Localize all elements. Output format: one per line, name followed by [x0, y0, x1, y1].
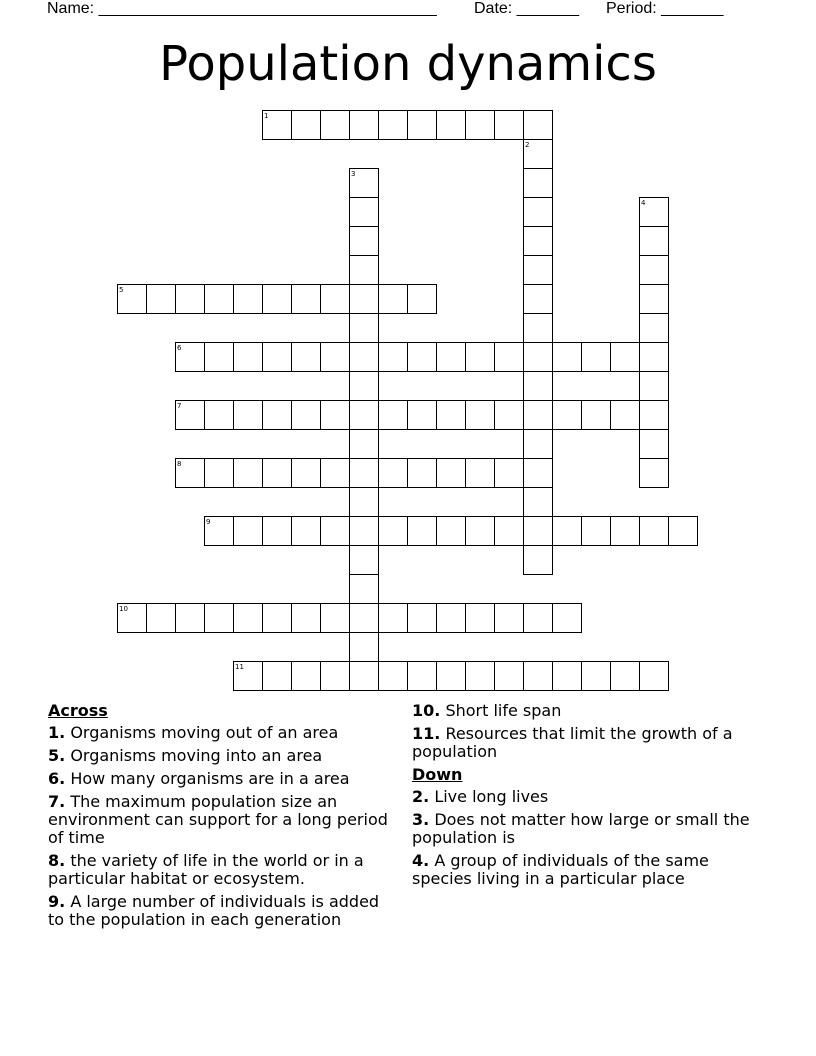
grid-cell[interactable]	[146, 284, 176, 314]
grid-cell[interactable]	[233, 400, 263, 430]
grid-cell[interactable]	[349, 516, 379, 546]
grid-cell[interactable]	[349, 545, 379, 575]
clue-number: 11	[235, 663, 244, 671]
grid-cell[interactable]	[320, 661, 350, 691]
grid-cell[interactable]	[291, 284, 321, 314]
grid-cell[interactable]	[552, 516, 582, 546]
grid-cell[interactable]	[349, 429, 379, 459]
grid-cell[interactable]	[407, 342, 437, 372]
grid-cell[interactable]	[639, 458, 669, 488]
page-title: Population dynamics	[159, 36, 657, 92]
grid-cell[interactable]	[378, 458, 408, 488]
grid-cell[interactable]	[349, 371, 379, 401]
grid-cell[interactable]	[291, 603, 321, 633]
grid-cell[interactable]	[378, 661, 408, 691]
grid-cell[interactable]	[320, 342, 350, 372]
grid-cell[interactable]	[262, 603, 292, 633]
grid-cell[interactable]	[407, 516, 437, 546]
grid-cell[interactable]	[494, 400, 524, 430]
grid-cell[interactable]	[465, 458, 495, 488]
grid-cell[interactable]	[291, 342, 321, 372]
grid-cell[interactable]	[610, 342, 640, 372]
grid-cell[interactable]	[262, 284, 292, 314]
grid-cell[interactable]	[349, 661, 379, 691]
grid-cell[interactable]	[523, 429, 553, 459]
clue-across-7: 7. The maximum population size an environment can support for a long period of time	[48, 792, 388, 847]
grid-cell[interactable]	[175, 603, 205, 633]
grid-cell[interactable]	[320, 110, 350, 140]
grid-cell[interactable]	[639, 313, 669, 343]
clue-number: 6	[177, 344, 182, 352]
grid-cell[interactable]	[291, 110, 321, 140]
grid-cell[interactable]	[291, 516, 321, 546]
grid-cell[interactable]	[639, 371, 669, 401]
grid-cell[interactable]	[668, 516, 698, 546]
grid-cell[interactable]	[349, 197, 379, 227]
grid-cell[interactable]	[436, 110, 466, 140]
grid-cell[interactable]	[349, 603, 379, 633]
grid-cell[interactable]	[262, 661, 292, 691]
grid-cell[interactable]	[523, 545, 553, 575]
clue-across-1: 1. Organisms moving out of an area	[48, 723, 339, 742]
grid-cell[interactable]	[610, 400, 640, 430]
grid-cell[interactable]	[523, 197, 553, 227]
clue-number: 1	[264, 112, 269, 120]
grid-cell[interactable]	[262, 400, 292, 430]
clue-across-6: 6. How many organisms are in a area	[48, 769, 350, 788]
grid-cell[interactable]	[320, 458, 350, 488]
grid-cell[interactable]	[262, 458, 292, 488]
grid-cell[interactable]	[349, 400, 379, 430]
clue-down-2: 2. Live long lives	[412, 787, 549, 806]
grid-cell[interactable]	[523, 168, 553, 198]
grid-cell[interactable]	[523, 284, 553, 314]
grid-cell[interactable]	[581, 342, 611, 372]
grid-cell[interactable]	[465, 603, 495, 633]
grid-cell[interactable]	[320, 400, 350, 430]
grid-cell[interactable]	[146, 603, 176, 633]
clue-across-5: 5. Organisms moving into an area	[48, 746, 323, 765]
grid-cell[interactable]	[465, 661, 495, 691]
across-heading: Across	[48, 701, 108, 720]
grid-cell[interactable]	[407, 110, 437, 140]
grid-cell[interactable]	[349, 487, 379, 517]
grid-cell[interactable]	[552, 603, 582, 633]
grid-cell[interactable]	[523, 400, 553, 430]
grid-cell[interactable]	[523, 487, 553, 517]
clue-across-11: 11. Resources that limit the growth of a population	[412, 724, 733, 761]
grid-cell[interactable]	[320, 284, 350, 314]
name-field[interactable]: Name: ______________________________________	[47, 0, 437, 17]
grid-cell[interactable]	[349, 226, 379, 256]
clue-number: 9	[206, 518, 211, 526]
grid-cell[interactable]	[523, 342, 553, 372]
grid-cell[interactable]	[204, 400, 234, 430]
grid-cell[interactable]	[436, 603, 466, 633]
clue-down-4: 4. A group of individuals of the same species living in a particular place	[412, 851, 709, 888]
grid-cell[interactable]	[233, 516, 263, 546]
grid-cell[interactable]	[610, 661, 640, 691]
grid-cell[interactable]	[349, 110, 379, 140]
grid-cell[interactable]	[465, 110, 495, 140]
grid-cell[interactable]	[204, 603, 234, 633]
grid-cell[interactable]	[349, 458, 379, 488]
grid-cell[interactable]	[581, 400, 611, 430]
grid-cell[interactable]	[494, 516, 524, 546]
grid-cell[interactable]	[349, 342, 379, 372]
grid-cell[interactable]	[523, 313, 553, 343]
grid-cell[interactable]	[320, 603, 350, 633]
clue-number: 5	[119, 286, 124, 294]
grid-cell[interactable]	[204, 284, 234, 314]
grid-cell[interactable]	[349, 574, 379, 604]
period-field[interactable]: Period: _______	[606, 0, 724, 17]
grid-cell[interactable]	[204, 458, 234, 488]
grid-cell[interactable]	[233, 284, 263, 314]
grid-cell[interactable]	[349, 284, 379, 314]
grid-cell[interactable]	[378, 284, 408, 314]
grid-cell[interactable]	[291, 661, 321, 691]
grid-cell[interactable]	[610, 516, 640, 546]
grid-cell[interactable]	[552, 661, 582, 691]
grid-cell[interactable]	[436, 458, 466, 488]
grid-cell[interactable]	[465, 400, 495, 430]
grid-cell[interactable]	[349, 255, 379, 285]
grid-cell[interactable]	[494, 458, 524, 488]
grid-cell[interactable]	[581, 661, 611, 691]
grid-cell[interactable]	[407, 661, 437, 691]
grid-cell[interactable]	[436, 661, 466, 691]
grid-cell[interactable]	[291, 400, 321, 430]
grid-cell[interactable]	[349, 313, 379, 343]
grid-cell[interactable]	[494, 603, 524, 633]
down-heading: Down	[412, 765, 463, 784]
clues-column-right	[412, 702, 772, 893]
clue-number: 10	[119, 605, 128, 613]
grid-cell[interactable]	[407, 603, 437, 633]
grid-cell[interactable]	[175, 284, 205, 314]
grid-cell[interactable]	[204, 342, 234, 372]
grid-cell[interactable]	[639, 342, 669, 372]
grid-cell[interactable]	[378, 110, 408, 140]
clue-number: 7	[177, 402, 182, 410]
clue-down-3: 3. Does not matter how large or small the population is	[412, 810, 750, 847]
grid-cell[interactable]	[436, 516, 466, 546]
grid-cell[interactable]	[407, 284, 437, 314]
date-field[interactable]: Date: _______	[474, 0, 579, 17]
grid-cell[interactable]	[523, 516, 553, 546]
clue-number: 4	[641, 199, 646, 207]
grid-cell[interactable]	[581, 516, 611, 546]
grid-cell[interactable]	[639, 284, 669, 314]
grid-cell[interactable]	[523, 371, 553, 401]
clue-across-9: 9. A large number of individuals is added to the population in each generation	[48, 892, 380, 929]
grid-cell[interactable]	[378, 516, 408, 546]
clue-across-10: 10. Short life span	[412, 701, 562, 720]
grid-cell[interactable]	[639, 661, 669, 691]
grid-cell[interactable]	[262, 516, 292, 546]
grid-cell[interactable]	[639, 400, 669, 430]
grid-cell[interactable]	[407, 458, 437, 488]
grid-cell[interactable]	[378, 400, 408, 430]
clue-number: 2	[525, 141, 530, 149]
grid-cell[interactable]	[494, 110, 524, 140]
clues-column-left	[48, 702, 388, 934]
grid-cell[interactable]	[233, 342, 263, 372]
grid-cell[interactable]	[639, 226, 669, 256]
grid-cell[interactable]	[639, 429, 669, 459]
clue-number: 3	[351, 170, 356, 178]
grid-cell[interactable]	[523, 226, 553, 256]
grid-cell[interactable]	[523, 110, 553, 140]
grid-cell[interactable]	[523, 255, 553, 285]
grid-cell[interactable]	[494, 342, 524, 372]
grid-cell[interactable]	[494, 661, 524, 691]
grid-cell[interactable]	[233, 458, 263, 488]
grid-cell[interactable]	[436, 342, 466, 372]
grid-cell[interactable]	[465, 342, 495, 372]
grid-cell[interactable]	[291, 458, 321, 488]
grid-cell[interactable]	[320, 516, 350, 546]
grid-cell[interactable]	[552, 342, 582, 372]
grid-cell[interactable]	[639, 255, 669, 285]
clue-number: 8	[177, 460, 182, 468]
grid-cell[interactable]	[233, 603, 263, 633]
grid-cell[interactable]	[378, 603, 408, 633]
grid-cell[interactable]	[407, 400, 437, 430]
grid-cell[interactable]	[262, 342, 292, 372]
grid-cell[interactable]	[523, 661, 553, 691]
grid-cell[interactable]	[378, 342, 408, 372]
grid-cell[interactable]	[552, 400, 582, 430]
grid-cell[interactable]	[436, 400, 466, 430]
grid-cell[interactable]	[639, 516, 669, 546]
grid-cell[interactable]	[523, 458, 553, 488]
grid-cell[interactable]	[349, 632, 379, 662]
grid-cell[interactable]	[523, 603, 553, 633]
clue-across-8: 8. the variety of life in the world or in a particular habitat or ecosystem.	[48, 851, 364, 888]
grid-cell[interactable]	[465, 516, 495, 546]
